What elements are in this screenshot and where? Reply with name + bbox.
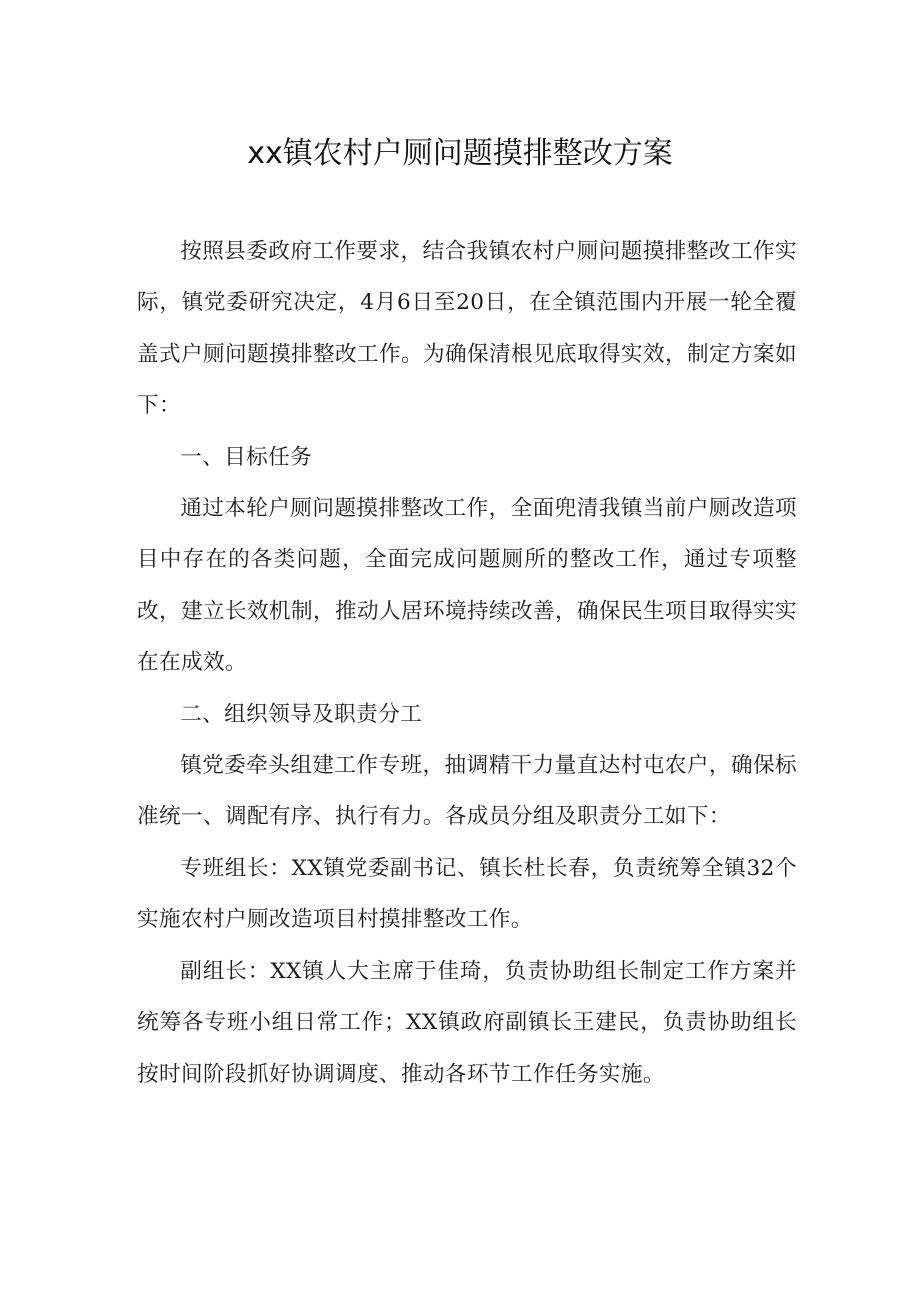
section-heading-organization: 二、组织领导及职责分工: [180, 701, 423, 727]
goals-paragraph: 通过本轮户厕问题摸排整改工作，全面兜清我镇当前户厕改造项目中存在的各类问题，全面完成问题厕所的整改工作，通过专项整改，建立长效机制，推动人居环境持续改善，确保民生项目取得实实在在成效。: [137, 496, 797, 676]
deputy-leader-paragraph: 副组长：XX镇人大主席于佳琦，负责协助组长制定工作方案并统筹各专班小组日常工作；XX镇政府副镇长王建民，负责协助组长按时间阶段抓好协调调度、推动各环节工作任务实施。: [137, 958, 797, 1087]
section-heading-goals: 一、目标任务: [180, 444, 313, 470]
document-body: [137, 226, 797, 1100]
team-leader-paragraph: 专班组长：XX镇党委副书记、镇长杜长春，负责统筹全镇32个实施农村户厕改造项目村摸排整改工作。: [137, 855, 797, 933]
intro-paragraph: 按照县委政府工作要求，结合我镇农村户厕问题摸排整改工作实际，镇党委研究决定，4月6日至20日，在全镇范围内开展一轮全覆盖式户厕问题摸排整改工作。为确保清根见底取得实效，制定方案如下：: [137, 239, 797, 419]
document-title: xx镇农村户厕问题摸排整改方案: [247, 136, 673, 171]
organization-paragraph: 镇党委牵头组建工作专班，抽调精干力量直达村屯农户，确保标准统一、调配有序、执行有力。各成员分组及职责分工如下：: [137, 753, 797, 830]
